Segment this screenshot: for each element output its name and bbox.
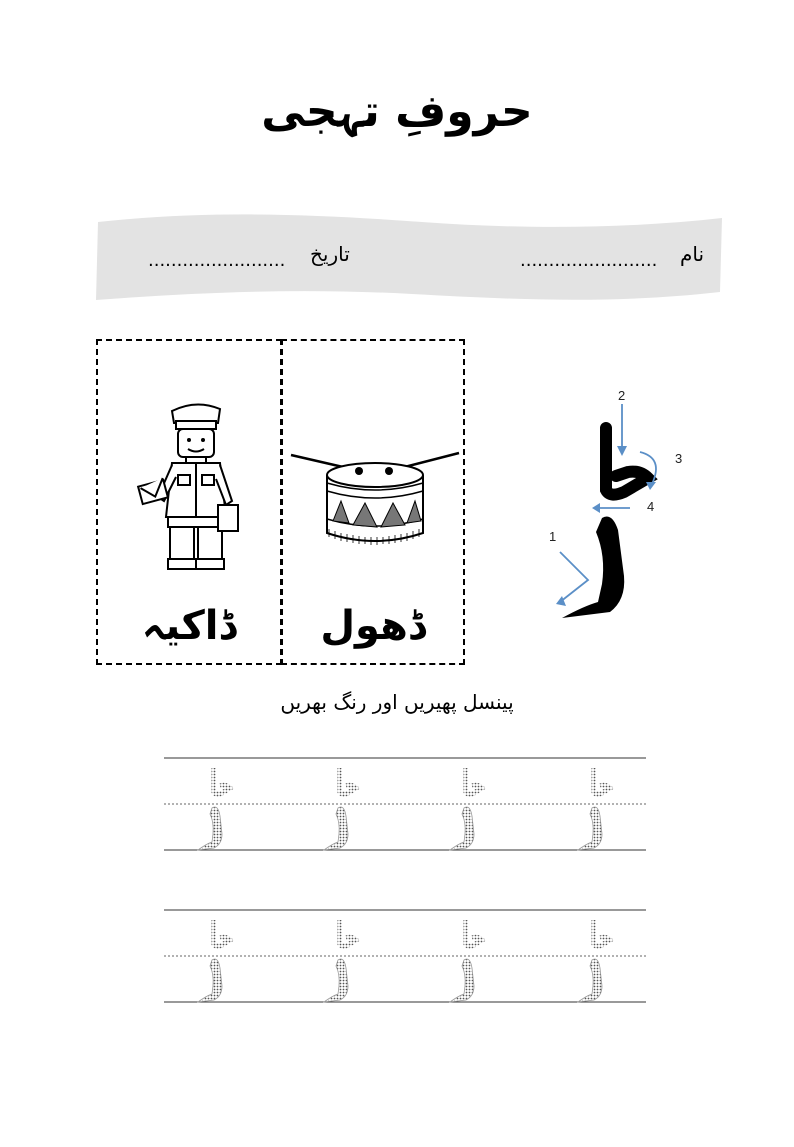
trace-letter [578, 920, 610, 1002]
letter-ta-mark [606, 428, 648, 495]
trace-letter [450, 768, 482, 850]
drum [289, 449, 461, 549]
tracing-area[interactable] [160, 752, 650, 1012]
page-title: حروفِ تہجی [261, 86, 533, 137]
tracing-row-2 [164, 910, 646, 1002]
step-number-3: 3 [675, 451, 683, 466]
letter-stroke-guide [540, 380, 700, 630]
card-postman [96, 339, 282, 665]
letter-daal-shape [562, 517, 624, 619]
trace-letter [324, 920, 356, 1002]
word-drum: ڈھول [320, 603, 426, 649]
trace-letter [324, 768, 356, 850]
date-label: تاریخ [310, 242, 350, 266]
step-number-4: 4 [647, 499, 655, 514]
arrow-1 [560, 552, 588, 602]
step-number-1: 1 [549, 529, 557, 544]
instruction-text: پینسل پھیریں اور رنگ بھریں [280, 690, 514, 714]
trace-letter [198, 768, 230, 850]
step-number-2: 2 [618, 388, 626, 403]
postman-figure [136, 397, 246, 573]
trace-letter [450, 920, 482, 1002]
card-drum [281, 339, 465, 665]
name-label: نام [680, 242, 705, 266]
date-field[interactable]: ........................ [148, 250, 286, 271]
tracing-row-1 [164, 758, 646, 850]
trace-letter [198, 920, 230, 1002]
name-field[interactable]: ........................ [520, 250, 658, 271]
word-postman: ڈاکیہ [141, 603, 237, 649]
trace-letter [578, 768, 610, 850]
